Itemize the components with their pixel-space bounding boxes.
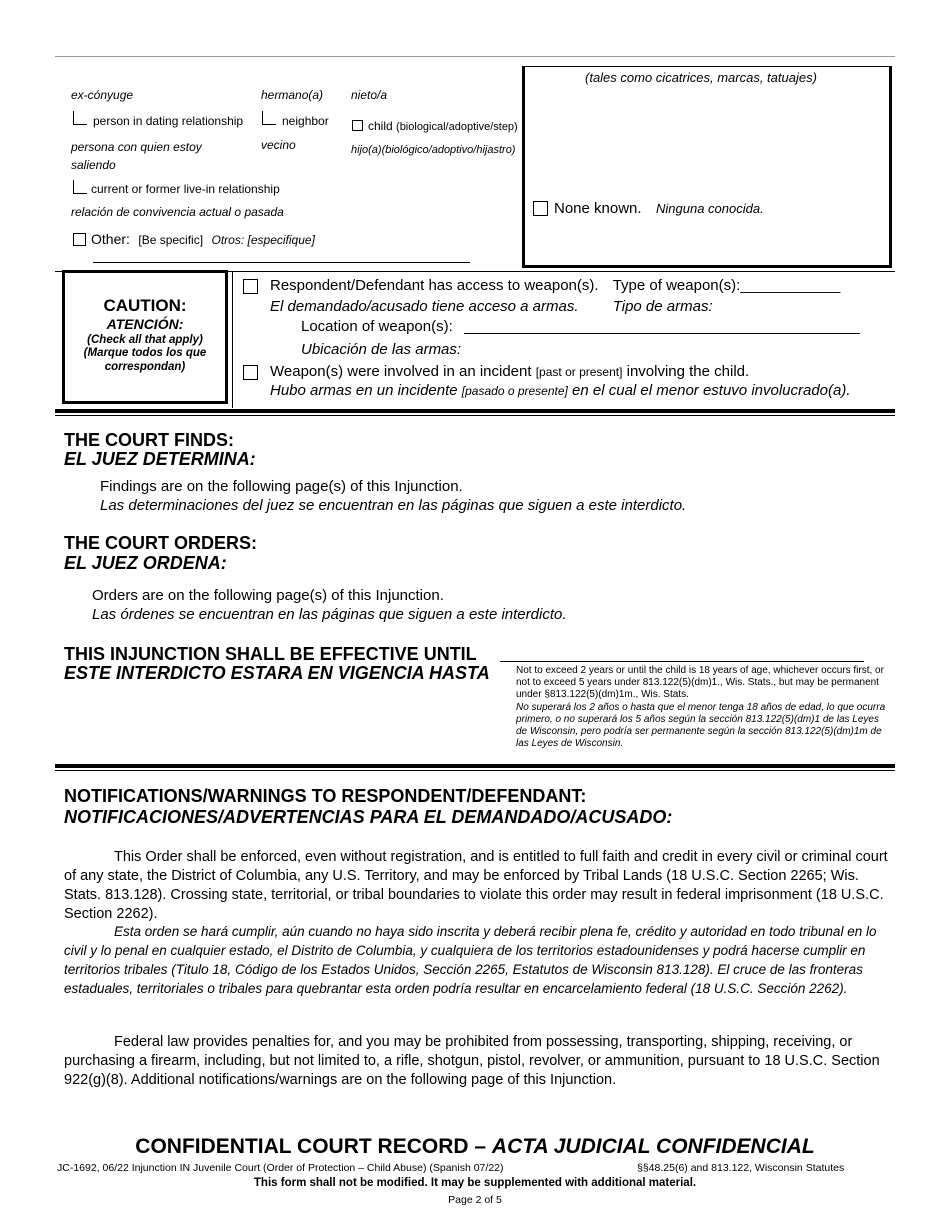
caution-text [65, 296, 225, 374]
dating-es-line2: saliendo [71, 158, 116, 172]
page-number: Page 2 of 5 [448, 1194, 502, 1206]
other-input-line[interactable] [93, 262, 470, 263]
none-known-checkbox[interactable] [533, 201, 548, 216]
dating-label: person in dating relationship [93, 114, 244, 128]
effective-date-line[interactable] [500, 661, 864, 662]
findings-text: Findings are on the following page(s) of this Injunction. [100, 478, 463, 495]
other-checkbox[interactable] [73, 233, 86, 246]
neighbor-checkbox[interactable] [262, 111, 276, 125]
weapon-incident-es-a: Hubo armas en un incidente [270, 382, 458, 399]
section-rule-2b [55, 770, 895, 771]
orders-heading: THE COURT ORDERS: [64, 533, 257, 553]
weapon-type-label: Type of weapon(s): [612, 277, 741, 294]
child-qualifier: (biological/adoptive/step) [396, 121, 518, 133]
weapon-type-es: Tipo de armas: [612, 298, 713, 315]
neighbor-label: neighbor [282, 114, 329, 128]
other-label: Other: [91, 231, 130, 247]
livein-label: current or former live-in relationship [91, 182, 280, 196]
weapon-incident-row [270, 363, 749, 380]
weapon-incident-es-row [270, 382, 851, 399]
child-label [368, 119, 518, 133]
section-rule-1a [55, 409, 895, 413]
confidential-label: CONFIDENTIAL COURT RECORD – [135, 1135, 487, 1158]
ex-spouse-es: ex-cónyuge [71, 88, 134, 102]
weapon-location-es: Ubicación de las armas: [301, 341, 462, 358]
notifications-heading: NOTIFICATIONS/WARNINGS TO RESPONDENT/DEFENDANT: [64, 786, 587, 806]
findings-heading-es: EL JUEZ DETERMINA: [64, 449, 256, 469]
weapon-incident-a: Weapon(s) were involved in an incident [270, 363, 532, 380]
weapon-incident-b: involving the child. [626, 363, 750, 380]
caution-divider [232, 272, 233, 408]
weapon-type-blank[interactable]: ____________ [740, 277, 841, 294]
child-es: hijo(a)(biológico/adoptivo/hijastro) [351, 144, 516, 156]
weapon-incident-checkbox[interactable] [243, 365, 258, 380]
findings-text-es: Las determinaciones del juez se encuentran en las páginas que siguen a este interdicto. [100, 497, 687, 514]
effective-heading: THIS INJUNCTION SHALL BE EFFECTIVE UNTIL [64, 644, 477, 664]
weapon-incident-es-small: [pasado o presente] [461, 384, 568, 398]
form-id: JC-1692, 06/22 Injunction IN Juvenile Court (Order of Protection – Child Abuse) (Spanish 07/22) [57, 1162, 504, 1174]
notifications-heading-es: NOTIFICACIONES/ADVERTENCIAS PARA EL DEMANDADO/ACUSADO: [64, 807, 673, 827]
other-specify: [Be specific] [138, 233, 204, 247]
notifications-p1: This Order shall be enforced, even without registration, and is entitled to full faith and credit in every civil or criminal court of any state, the District of Columbia, any U.S. Territory, and may be enforced by Tribal Lands (18 U.S.C. Section 2265; Wis. Stats. 813.128). Crossing state, territorial, or tribal boundaries to violate this order may result in federal imprisonment (18 U.S.C. Section 2262). [64, 849, 888, 922]
none-known-row [554, 200, 764, 218]
other-label-row [91, 231, 315, 249]
none-known-es: Ninguna conocida. [656, 201, 764, 216]
orders-heading-es: EL JUEZ ORDENA: [64, 553, 227, 573]
statutes: §§48.25(6) and 813.122, Wisconsin Statutes [637, 1162, 845, 1174]
weapon-access-es: El demandado/acusado tiene acceso a armas. [270, 298, 579, 315]
confidential-banner [0, 1135, 950, 1159]
notifications-p1-es: Esta orden se hará cumplir, aún cuando no haya sido inscrita y deberá recibir plena fe, crédito y autoridad en todo tribunal en lo civil y lo penal en cualquier estado, el Distrito de Columbia, y cualquiera de los territorios estadounidenses y podrá hacerse cumplir en territorios tribales (Titulo 18, Código de los Estados Unidos, Sección 2265, Estatutos de Wisconsin 813.128). El cruce de las fronteras estaduales, territoriales o tribales para quebrantar esta orden podría resultar en encarcelamiento federal (18 U.S.C. Sección 2262). [64, 924, 877, 996]
child-checkbox[interactable] [352, 120, 363, 131]
findings-heading: THE COURT FINDS: [64, 430, 234, 450]
caution-title-es: ATENCIÓN: [106, 316, 184, 332]
top-rule [55, 56, 895, 57]
section-rule-1b [55, 415, 895, 416]
notifications-p2: Federal law provides penalties for, and you may be prohibited from possessing, transporting, shipping, receiving, or purchasing a firearm, including, but not limited to, a rifle, shotgun, pistol, revolver, or ammunition, pursuant to 18 U.S.C. Section 922(g)(8). Additional notifications/warnings are on the following page of this Injunction. [64, 1034, 880, 1088]
child-label-text: child [368, 119, 393, 133]
dating-es-line1: persona con quien estoy [71, 140, 202, 154]
effective-note-es: No superará los 2 años o hasta que el menor tenga 18 años de edad, lo que ocurra primero, o no superará los 5 años según la sección 813.122(5)(dm)1 de las Leyes de Wisconsin, pero podría ser permanente según la sección 813.122(5)(dm)1m de las Leyes de Wisconsin. [516, 702, 886, 749]
livein-es: relación de convivencia actual o pasada [71, 205, 284, 219]
no-modify-notice: This form shall not be modified. It may be supplemented with additional material. [253, 1177, 697, 1189]
weapon-incident-es-b: en el cual el menor estuvo involucrado(a). [572, 382, 851, 399]
weapon-access-row [270, 277, 840, 294]
orders-text: Orders are on the following page(s) of this Injunction. [92, 587, 444, 604]
other-es: Otros: [especifique] [211, 233, 315, 247]
effective-note: Not to exceed 2 years or until the child is 18 years of age, whichever occurs first, or not to exceed 5 years under 813.122(5)(dm)1., Wis. Stats., but may be permanent under §813.122(5)(dm)1m., Wis. Stats. [516, 665, 884, 700]
confidential-label-es: ACTA JUDICIAL CONFIDENCIAL [491, 1135, 815, 1158]
weapon-location-label: Location of weapon(s): [301, 318, 453, 335]
weapon-incident-small: [past or present] [535, 365, 623, 379]
caution-check-es: (Marque todos los que correspondan) [83, 347, 207, 373]
orders-text-es: Las órdenes se encuentran en las páginas que siguen a este interdicto. [92, 606, 567, 623]
caution-title: CAUTION: [103, 296, 187, 315]
neighbor-es: vecino [261, 138, 296, 152]
marks-header-es: (tales como cicatrices, marcas, tatuajes) [585, 70, 817, 85]
weapon-access-label: Respondent/Defendant has access to weapon(s). [270, 277, 599, 294]
livein-checkbox[interactable] [73, 180, 87, 194]
section-rule-2a [55, 764, 895, 768]
caution-check: (Check all that apply) [87, 334, 203, 346]
effective-heading-es: ESTE INTERDICTO ESTARA EN VIGENCIA HASTA [64, 663, 490, 683]
weapon-location-line[interactable] [464, 333, 860, 334]
sibling-es: hermano(a) [261, 88, 324, 102]
none-known-label: None known. [554, 200, 642, 217]
weapon-access-checkbox[interactable] [243, 279, 258, 294]
dating-es [71, 138, 202, 174]
weapon-access-es-row [270, 298, 713, 315]
marks-box [522, 66, 892, 268]
dating-checkbox[interactable] [73, 111, 87, 125]
grandchild-es: nieto/a [351, 88, 388, 102]
